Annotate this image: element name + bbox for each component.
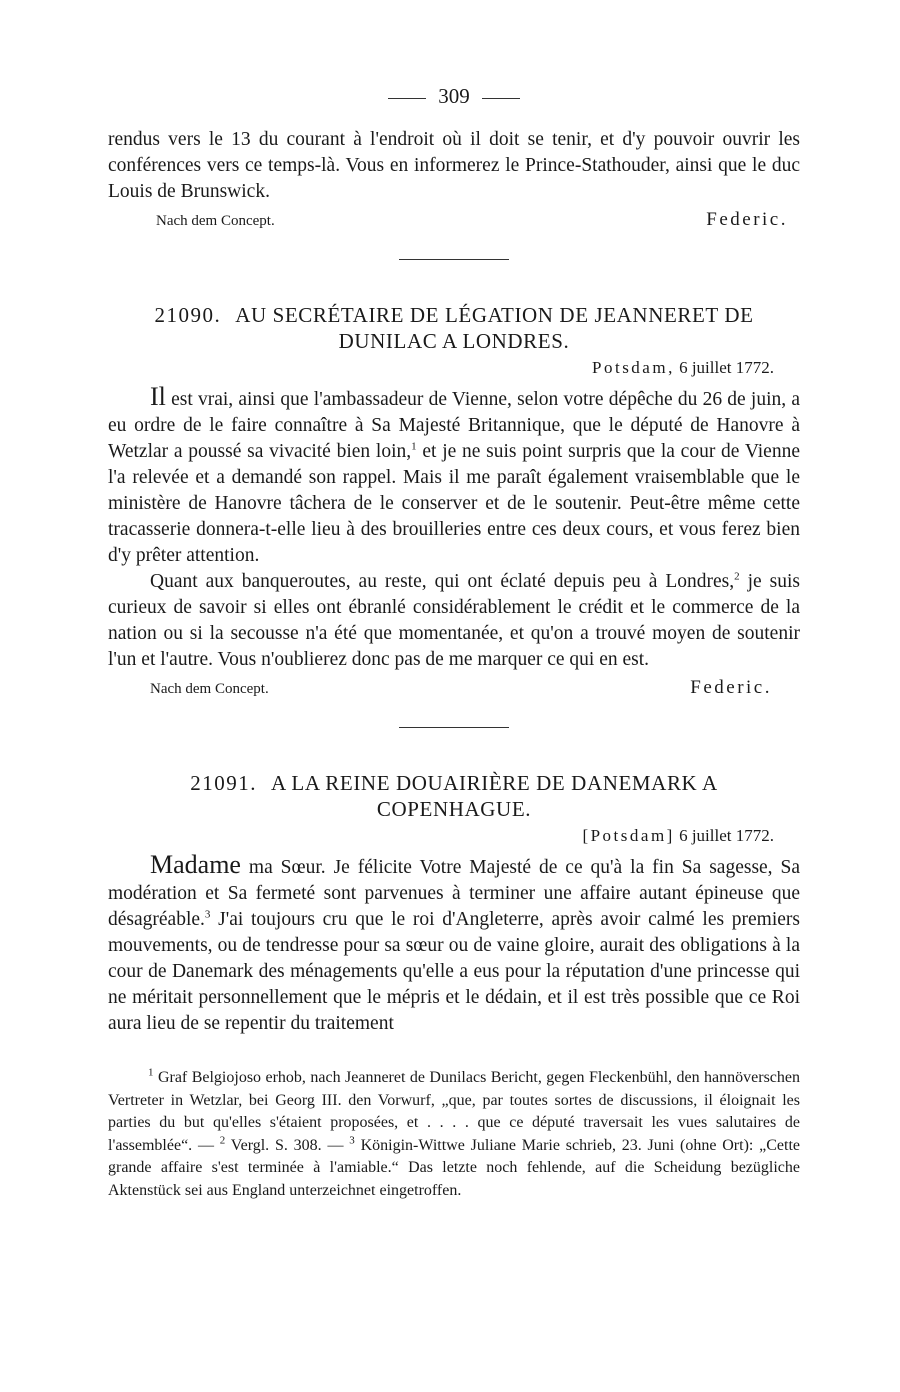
letter-number: 21090. — [154, 303, 222, 327]
date-place: [Potsdam] — [582, 826, 675, 845]
signature: Federic. — [706, 209, 788, 230]
initial-word: Madame — [150, 850, 241, 879]
initial-word: Il — [150, 382, 166, 411]
letter-dateline — [108, 358, 774, 378]
paragraph-text: Quant aux banqueroutes, au reste, qui ont éclaté depuis peu à Londres, — [150, 571, 735, 592]
page-header — [108, 84, 800, 109]
signature: Federic. — [690, 677, 772, 698]
footnote-ref: 2 — [734, 570, 740, 583]
date-place: Potsdam, — [592, 358, 675, 377]
footnote-mark: 3 — [349, 1134, 355, 1147]
header-dash-left — [388, 98, 426, 99]
letter-paragraph — [108, 852, 800, 1037]
section-divider — [399, 727, 509, 728]
footnote-text: Graf Belgiojoso erhob, nach Jeanneret de Dunilacs Bericht, gegen Fleckenbühl, den hannöverschen Vertreter in Wetzlar, bei Georg III. den Vorwurf, „que, par toutes sortes de discussions, il éloignait les parties du but qu'elles s'étaient proposées, et . . . . que ce député traversait les vues salutaires de l'assemblée“. — — [108, 1069, 800, 1154]
letter-heading — [108, 302, 800, 354]
letter-title: A LA REINE DOUAIRIÈRE DE DANEMARK A COPENHAGUE. — [270, 771, 718, 821]
footnote-ref: 1 — [411, 440, 417, 453]
letter-dateline — [108, 826, 774, 846]
footnote-mark: 1 — [148, 1066, 154, 1079]
source-note: Nach dem Concept. — [156, 213, 275, 229]
date: 6 juillet 1772. — [679, 358, 774, 377]
paragraph-text: et je ne suis point surpris que la cour de Vienne l'a relevée et a demandé son rappel. Mais il me paraît également vraisemblable que le ministère de Hanovre tâchera de le conserver et de le soutenir. Peut-être même cette tracasserie donnera-t-elle lieu à des brouilleries entre ces deux cours, et vous ferez bien d'y prêter attention. — [108, 441, 800, 566]
source-note: Nach dem Concept. — [150, 681, 269, 697]
section-divider — [399, 259, 509, 260]
paragraph-text: je suis curieux de savoir si elles ont ébranlé considérablement le crédit et le commerce de la nation ou si la secousse n'a été que momentanée, et qu'on a trouvé moyen de soutenir l'un et l'autre. Vous n'oublierez donc pas de me marquer ce qui en est. — [108, 571, 801, 670]
footnote-mark: 2 — [219, 1134, 226, 1147]
page-number: 309 — [438, 84, 470, 108]
letter-signature-line — [108, 677, 800, 699]
footnote-ref: 3 — [204, 908, 211, 921]
continuation-signature-line — [108, 209, 800, 231]
date: 6 juillet 1772. — [679, 826, 774, 845]
footnote-text: Königin-Wittwe Juliane Marie schrieb, 23. Juni (ohne Ort): „Cette grande affaire s'est terminée à l'amiable.“ Das letzte noch fehlende, auf die Scheidung bezügliche Aktenstück sei aus England unterzeichnet eingetroffen. — [108, 1136, 801, 1199]
paragraph-text: est vrai, ainsi que l'ambassadeur de Vienne, selon votre dépêche du 26 de juin, a eu ordre de le faire connaître à Sa Majesté Britannique, que le député de Hanovre à Wetzlar a poussé sa vivacité bien loin, — [108, 389, 800, 462]
footnotes — [108, 1067, 800, 1202]
letter-paragraph — [108, 384, 800, 569]
paragraph-text: ma Sœur. Je félicite Votre Majesté de ce qu'à la fin Sa sagesse, Sa modération et Sa fermeté sont parvenues à terminer une affaire autant épineuse que désagréable. — [108, 857, 800, 930]
paragraph-text: J'ai toujours cru que le roi d'Angleterre, après avoir calmé les premiers mouvements, ou de tendresse pour sa sœur ou de vaine gloire, aurait des obligations à la cour de Danemark des ménagements qu'elle a eus pour la réputation d'une princesse qui ne méritait personnellement que le mépris et le dédain, et il est très possible que ce Roi aura lieu de se repentir du traitement — [108, 909, 800, 1034]
letter-number: 21091. — [190, 771, 257, 795]
letter-title: AU SECRÉTAIRE DE LÉGATION DE JEANNERET DE DUNILAC A LONDRES. — [235, 303, 754, 353]
footnote-text: Vergl. S. 308. — — [225, 1136, 344, 1154]
continuation-paragraph: rendus vers le 13 du courant à l'endroit où il doit se tenir, et d'y pouvoir ouvrir les conférences vers ce temps-là. Vous en informerez le Prince-Stathouder, ainsi que le duc Louis de Brunswick. — [108, 129, 800, 202]
footnote-block — [108, 1067, 800, 1202]
letter-paragraph — [108, 569, 800, 673]
header-dash-right — [482, 98, 520, 99]
letter-heading — [108, 770, 800, 822]
